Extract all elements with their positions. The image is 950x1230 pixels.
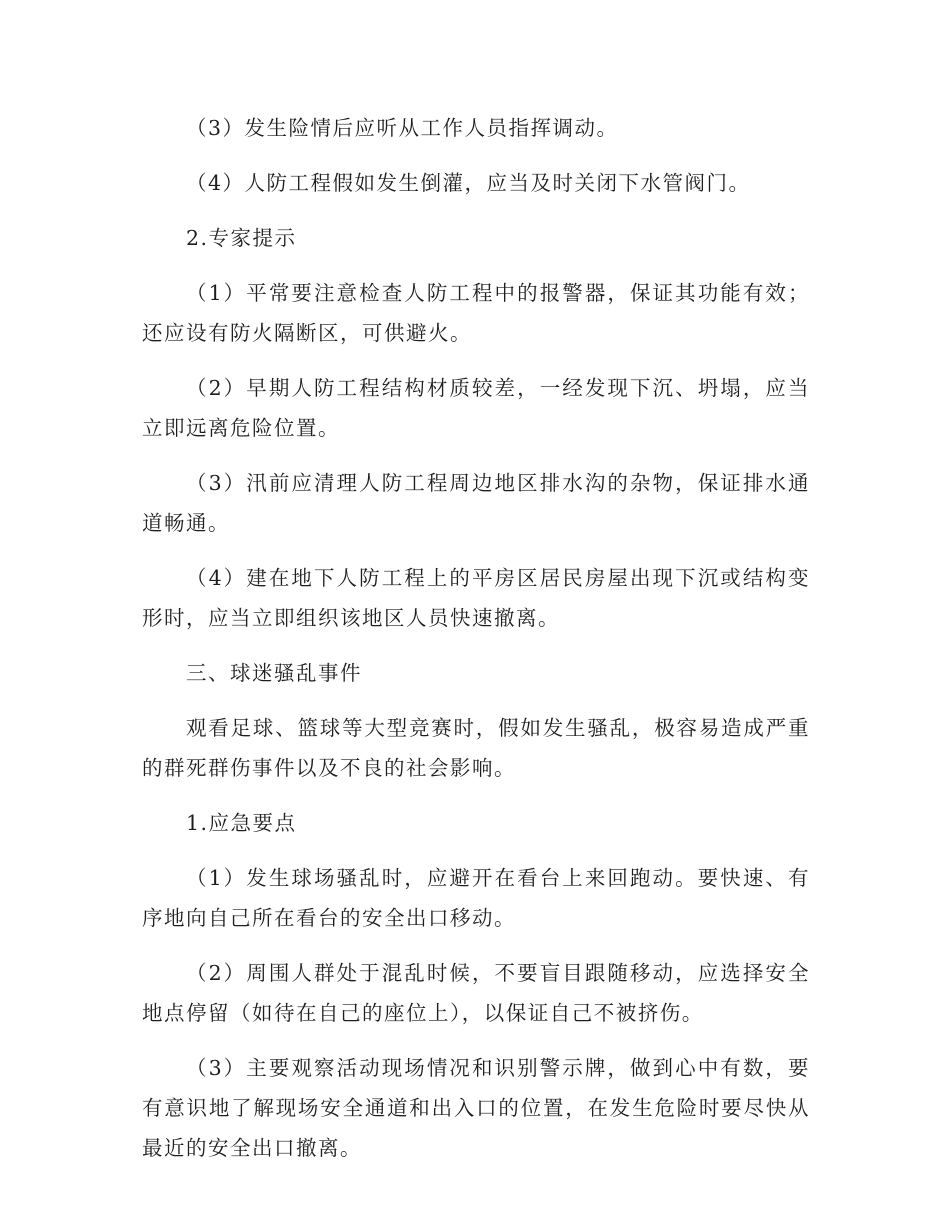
list-item: （3）发生险情后应听从工作人员指挥调动。: [186, 116, 619, 140]
section-heading: 三、球迷骚乱事件: [186, 661, 362, 685]
section-heading: 1.应急要点: [186, 811, 297, 835]
section-heading: 2.专家提示: [186, 226, 297, 250]
body-paragraph: 观看足球、篮球等大型竞赛时，假如发生骚乱，极容易造成严重的群死群伤事件以及不良的社会影响。: [142, 716, 810, 780]
list-item: （4）人防工程假如发生倒灌，应当及时关闭下水管阀门。: [186, 171, 751, 195]
list-item: （4）建在地下人防工程上的平房区居民房屋出现下沉或结构变形时，应当立即组织该地区人员快速撤离。: [142, 566, 810, 630]
list-item: （2）周围人群处于混乱时候，不要盲目跟随移动，应选择安全地点停留（如待在自己的座位上），以保证自己不被挤伤。: [142, 961, 810, 1025]
list-item: （3）汛前应清理人防工程周边地区排水沟的杂物，保证排水通道畅通。: [142, 471, 810, 535]
list-item: （3）主要观察活动现场情况和识别警示牌，做到心中有数，要有意识地了解现场安全通道和出入口的位置，在发生危险时要尽快从最近的安全出口撤离。: [142, 1056, 810, 1160]
document-body: [142, 108, 810, 1183]
list-item: （2）早期人防工程结构材质较差，一经发现下沉、坍塌，应当立即远离危险位置。: [142, 376, 810, 440]
list-item: （1）发生球场骚乱时，应避开在看台上来回跑动。要快速、有序地向自己所在看台的安全出口移动。: [142, 866, 810, 930]
list-item: （1）平常要注意检查人防工程中的报警器，保证其功能有效；还应设有防火隔断区，可供避火。: [142, 281, 810, 345]
